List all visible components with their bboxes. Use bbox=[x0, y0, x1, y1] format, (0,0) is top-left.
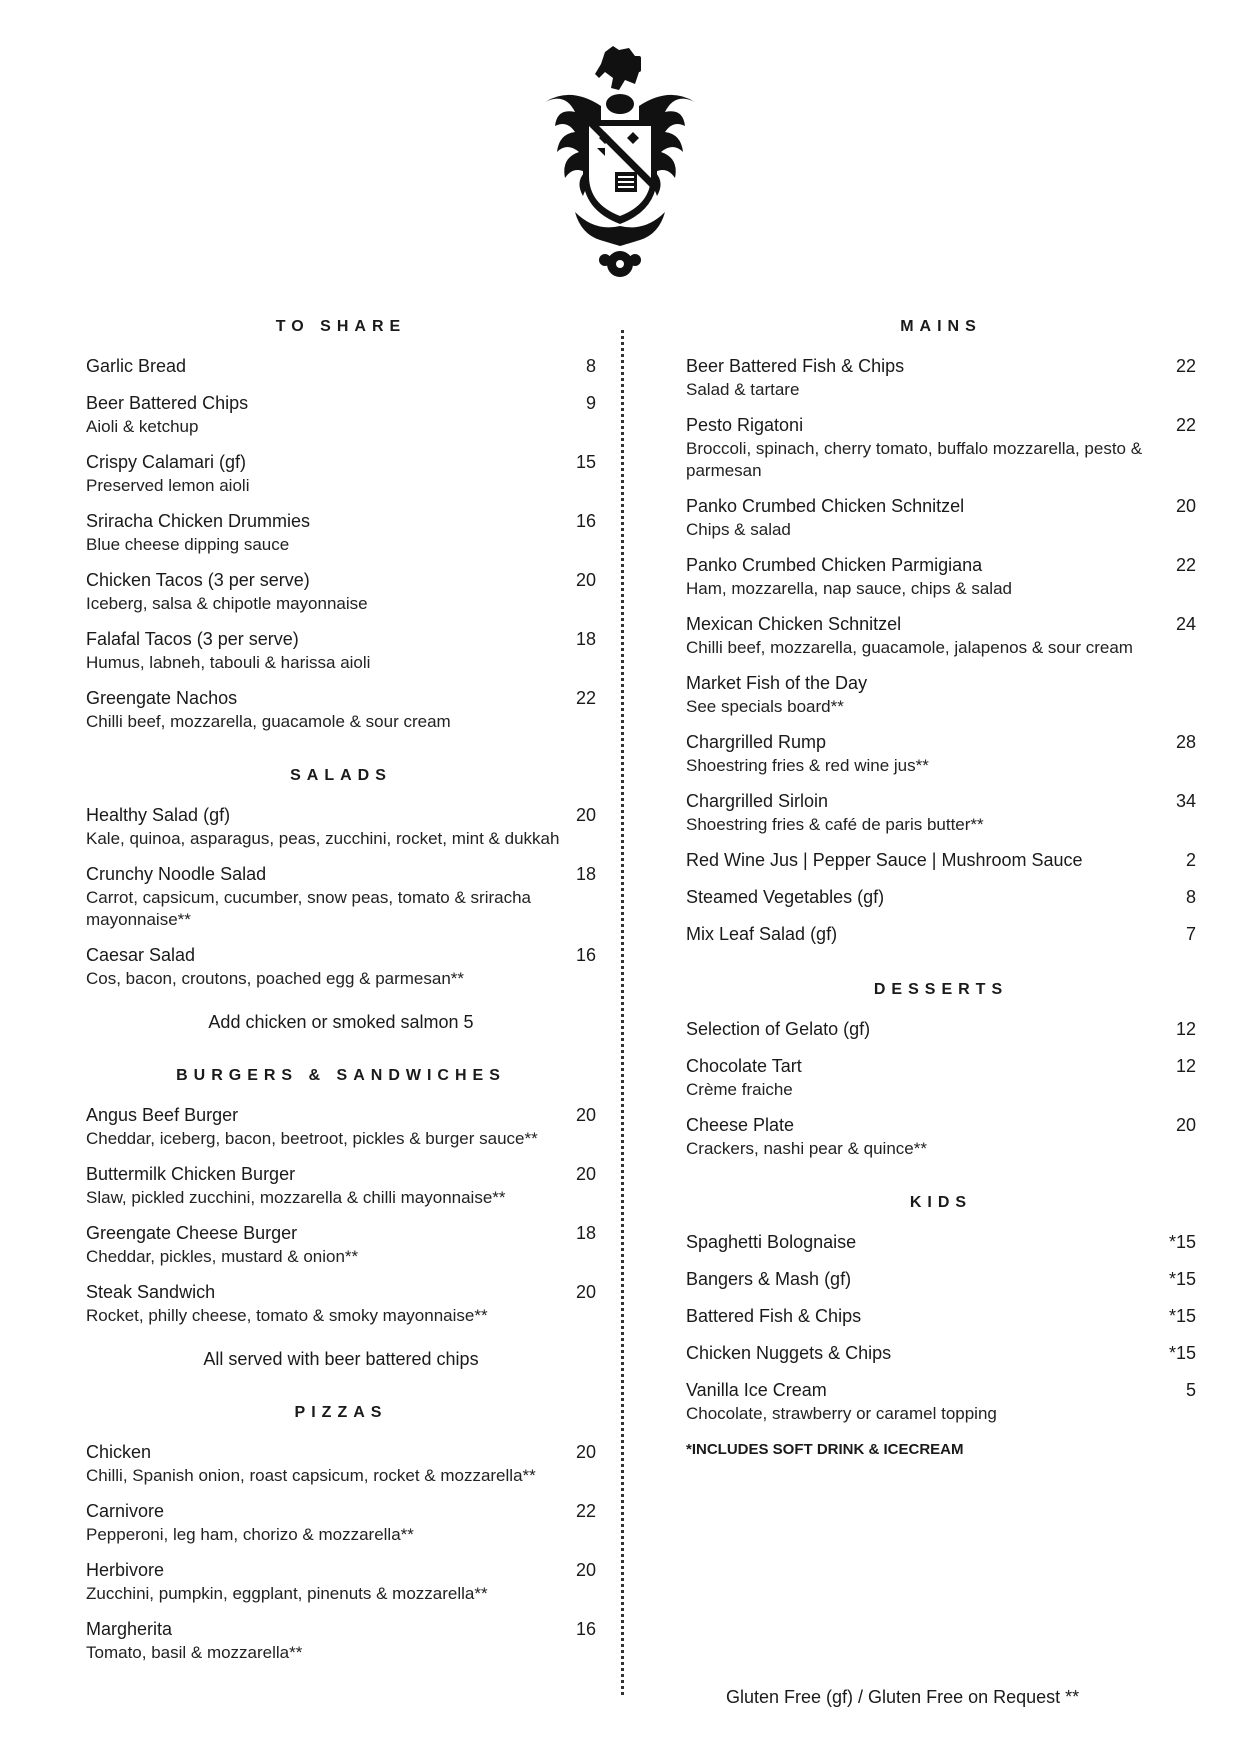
menu-item-name: Garlic Bread bbox=[86, 356, 187, 376]
menu-item-description: See specials board** bbox=[686, 697, 844, 716]
menu-item bbox=[686, 789, 1196, 836]
menu-item-row bbox=[686, 789, 1196, 814]
menu-item-price: *15 bbox=[1168, 1232, 1196, 1252]
menu-item-name: Cheese Plate bbox=[686, 1115, 795, 1135]
section-mains bbox=[686, 318, 1196, 947]
menu-item-row bbox=[686, 1378, 1196, 1403]
menu-item bbox=[686, 354, 1196, 401]
menu-item-row bbox=[86, 1103, 596, 1128]
menu-item-list bbox=[86, 803, 596, 990]
menu-item-price: 7 bbox=[1185, 924, 1196, 944]
menu-item bbox=[86, 354, 596, 379]
menu-item-name: Chargrilled Sirloin bbox=[686, 791, 829, 811]
menu-item-name: Mix Leaf Salad (gf) bbox=[686, 924, 838, 944]
menu-item-description: Iceberg, salsa & chipotle mayonnaise bbox=[86, 594, 368, 613]
menu-item-row bbox=[686, 885, 1196, 910]
menu-item bbox=[686, 612, 1196, 659]
menu-item-price: 24 bbox=[1175, 614, 1196, 634]
menu-item-name: Herbivore bbox=[86, 1560, 165, 1580]
column-divider bbox=[621, 330, 624, 1695]
menu-item-price: 8 bbox=[1185, 887, 1196, 907]
menu-item-name: Chicken bbox=[86, 1442, 152, 1462]
menu-item-price: 34 bbox=[1175, 791, 1196, 811]
menu-item bbox=[86, 391, 596, 438]
menu-item-price: 20 bbox=[575, 570, 596, 590]
menu-item bbox=[686, 1054, 1196, 1101]
menu-item-description: Preserved lemon aioli bbox=[86, 476, 250, 495]
menu-item-name: Selection of Gelato (gf) bbox=[686, 1019, 871, 1039]
menu-item bbox=[86, 943, 596, 990]
menu-item-name: Chocolate Tart bbox=[686, 1056, 802, 1076]
section-kids bbox=[686, 1194, 1196, 1458]
menu-item-description: Shoestring fries & red wine jus** bbox=[686, 756, 929, 775]
menu-item bbox=[686, 494, 1196, 541]
menu-item-row bbox=[86, 862, 596, 887]
menu-item-name: Buttermilk Chicken Burger bbox=[86, 1164, 296, 1184]
menu-item-row bbox=[686, 848, 1196, 873]
section-desserts bbox=[686, 981, 1196, 1160]
menu-item-row bbox=[86, 803, 596, 828]
menu-item-row bbox=[86, 1499, 596, 1524]
section-heading: DESSERTS bbox=[873, 981, 1009, 998]
menu-item bbox=[686, 730, 1196, 777]
menu-item-price: 12 bbox=[1175, 1056, 1196, 1076]
menu-item bbox=[686, 1304, 1196, 1329]
menu-item-description: Aioli & ketchup bbox=[86, 417, 199, 436]
menu-item bbox=[86, 1103, 596, 1150]
crest-icon bbox=[535, 42, 705, 292]
menu-item-name: Bangers & Mash (gf) bbox=[686, 1269, 852, 1289]
menu-item bbox=[686, 1113, 1196, 1160]
menu-item-name: Greengate Nachos bbox=[86, 688, 238, 708]
menu-item-description: Ham, mozzarella, nap sauce, chips & salad bbox=[686, 579, 1012, 598]
menu-item-name: Sriracha Chicken Drummies bbox=[86, 511, 311, 531]
menu-item-description: Carrot, capsicum, cucumber, snow peas, tomato & sriracha mayonnaise** bbox=[86, 888, 532, 929]
menu-item-description: Chilli, Spanish onion, roast capsicum, rocket & mozzarella** bbox=[86, 1466, 536, 1485]
menu-item-price: *15 bbox=[1168, 1269, 1196, 1289]
menu-item-name: Market Fish of the Day bbox=[686, 673, 868, 693]
menu-item-name: Panko Crumbed Chicken Schnitzel bbox=[686, 496, 965, 516]
menu-item-price: 18 bbox=[575, 629, 596, 649]
menu-item-description: Humus, labneh, tabouli & harissa aioli bbox=[86, 653, 371, 672]
section-heading: SALADS bbox=[290, 767, 392, 784]
menu-item-description: Chilli beef, mozzarella, guacamole & sour cream bbox=[86, 712, 451, 731]
menu-item-name: Pesto Rigatoni bbox=[686, 415, 804, 435]
menu-item-row bbox=[686, 413, 1196, 438]
menu-item-price: 22 bbox=[575, 1501, 596, 1521]
menu-item-row bbox=[686, 671, 1196, 696]
menu-item-price: 20 bbox=[575, 1164, 596, 1184]
menu-item bbox=[686, 671, 1196, 718]
section-salads bbox=[86, 767, 596, 1033]
menu-item-row bbox=[686, 1341, 1196, 1366]
menu-item-list bbox=[86, 1103, 596, 1327]
menu-item-row bbox=[86, 943, 596, 968]
menu-item bbox=[686, 553, 1196, 600]
menu-item bbox=[86, 1558, 596, 1605]
menu-item-price: 8 bbox=[585, 356, 596, 376]
menu-item-row bbox=[686, 730, 1196, 755]
menu-item-price: 20 bbox=[575, 1442, 596, 1462]
menu-item-name: Angus Beef Burger bbox=[86, 1105, 239, 1125]
menu-item-price: *15 bbox=[1168, 1306, 1196, 1326]
menu-item-row bbox=[686, 922, 1196, 947]
menu-item-description: Blue cheese dipping sauce bbox=[86, 535, 290, 554]
menu-item-row bbox=[86, 354, 596, 379]
menu-item-price: *15 bbox=[1168, 1343, 1196, 1363]
menu-item-description: Chips & salad bbox=[686, 520, 791, 539]
menu-item-name: Greengate Cheese Burger bbox=[86, 1223, 298, 1243]
menu-item-row bbox=[686, 1230, 1196, 1255]
section-to-share bbox=[86, 318, 596, 733]
menu-item-price: 20 bbox=[575, 1560, 596, 1580]
menu-item-row bbox=[86, 1440, 596, 1465]
menu-item bbox=[86, 862, 596, 931]
menu-item-description: Rocket, philly cheese, tomato & smoky mayonnaise** bbox=[86, 1306, 488, 1325]
kids-note: *INCLUDES SOFT DRINK & ICECREAM bbox=[686, 1441, 964, 1458]
menu-item-name: Spaghetti Bolognaise bbox=[686, 1232, 857, 1252]
menu-item bbox=[686, 1017, 1196, 1042]
menu-item bbox=[686, 885, 1196, 910]
menu-item-name: Chicken Nuggets & Chips bbox=[686, 1343, 892, 1363]
menu-item bbox=[686, 1267, 1196, 1292]
right-column bbox=[686, 318, 1196, 1492]
menu-item-name: Carnivore bbox=[86, 1501, 165, 1521]
menu-item-row bbox=[86, 1280, 596, 1305]
menu-item-description: Chilli beef, mozzarella, guacamole, jalapenos & sour cream bbox=[686, 638, 1133, 657]
menu-item-name: Chicken Tacos (3 per serve) bbox=[86, 570, 310, 590]
menu-item-price: 18 bbox=[575, 1223, 596, 1243]
menu-item bbox=[86, 803, 596, 850]
menu-item-description: Cheddar, iceberg, bacon, beetroot, pickles & burger sauce** bbox=[86, 1129, 538, 1148]
burgers-note: All served with beer battered chips bbox=[203, 1349, 479, 1369]
menu-item-price: 16 bbox=[575, 511, 596, 531]
section-heading: PIZZAS bbox=[294, 1404, 388, 1421]
menu-item-name: Caesar Salad bbox=[86, 945, 196, 965]
menu-item-description: Zucchini, pumpkin, eggplant, pinenuts & mozzarella** bbox=[86, 1584, 488, 1603]
menu-item-list bbox=[686, 1017, 1196, 1160]
menu-item-price: 20 bbox=[575, 1282, 596, 1302]
menu-item-description: Broccoli, spinach, cherry tomato, buffalo mozzarella, pesto & parmesan bbox=[686, 439, 1143, 480]
menu-item bbox=[86, 568, 596, 615]
menu-item bbox=[86, 627, 596, 674]
menu-item-row bbox=[686, 1017, 1196, 1042]
menu-item-description: Slaw, pickled zucchini, mozzarella & chilli mayonnaise** bbox=[86, 1188, 506, 1207]
menu-item-price: 22 bbox=[1175, 356, 1196, 376]
menu-item-description: Chocolate, strawberry or caramel topping bbox=[686, 1404, 997, 1423]
menu-item-description: Shoestring fries & café de paris butter** bbox=[686, 815, 984, 834]
menu-item-list bbox=[86, 354, 596, 733]
section-pizzas bbox=[86, 1404, 596, 1664]
menu-item bbox=[86, 1162, 596, 1209]
menu-item-list bbox=[86, 1440, 596, 1664]
menu-item-name: Crunchy Noodle Salad bbox=[86, 864, 267, 884]
menu-item-price: 15 bbox=[575, 452, 596, 472]
menu-item bbox=[86, 1499, 596, 1546]
menu-item-description: Salad & tartare bbox=[686, 380, 800, 399]
menu-item bbox=[86, 1440, 596, 1487]
section-burgers-sandwiches bbox=[86, 1067, 596, 1370]
menu-item-price: 12 bbox=[1175, 1019, 1196, 1039]
menu-item-price: 9 bbox=[585, 393, 596, 413]
menu-item bbox=[686, 413, 1196, 482]
menu-item-price: 22 bbox=[1175, 415, 1196, 435]
menu-item-name: Crispy Calamari (gf) bbox=[86, 452, 247, 472]
section-heading: BURGERS & SANDWICHES bbox=[176, 1067, 506, 1084]
menu-item bbox=[686, 1341, 1196, 1366]
menu-item-price: 2 bbox=[1185, 850, 1196, 870]
menu-item bbox=[686, 1378, 1196, 1425]
menu-item-name: Falafal Tacos (3 per serve) bbox=[86, 629, 299, 649]
menu-item-description: Cos, bacon, croutons, poached egg & parmesan** bbox=[86, 969, 465, 988]
menu-item bbox=[86, 1280, 596, 1327]
menu-item-row bbox=[686, 1113, 1196, 1138]
menu-item-row bbox=[686, 494, 1196, 519]
menu-item-price: 20 bbox=[575, 1105, 596, 1125]
menu-item-row bbox=[86, 627, 596, 652]
menu-item-row bbox=[86, 509, 596, 534]
menu-item-row bbox=[86, 686, 596, 711]
menu-item-price: 5 bbox=[1185, 1380, 1196, 1400]
section-heading: MAINS bbox=[900, 318, 982, 335]
salads-note: Add chicken or smoked salmon 5 bbox=[208, 1012, 474, 1032]
menu-item-price: 22 bbox=[1175, 555, 1196, 575]
left-column bbox=[86, 318, 596, 1698]
menu-item-list bbox=[686, 354, 1196, 947]
menu-item-row bbox=[86, 450, 596, 475]
menu-item-name: Beer Battered Fish & Chips bbox=[686, 356, 905, 376]
section-heading: KIDS bbox=[909, 1194, 973, 1211]
menu-item-row bbox=[86, 568, 596, 593]
menu-item-price: 16 bbox=[575, 945, 596, 965]
menu-item bbox=[686, 922, 1196, 947]
menu-item-description: Crackers, nashi pear & quince** bbox=[686, 1139, 927, 1158]
menu-item bbox=[86, 1617, 596, 1664]
menu-item-name: Beer Battered Chips bbox=[86, 393, 249, 413]
gluten-free-legend: Gluten Free (gf) / Gluten Free on Request ** bbox=[726, 1687, 1080, 1707]
menu-item-price: 28 bbox=[1175, 732, 1196, 752]
menu-item-price: 22 bbox=[575, 688, 596, 708]
menu-item-name: Battered Fish & Chips bbox=[686, 1306, 862, 1326]
menu-item-description: Cheddar, pickles, mustard & onion** bbox=[86, 1247, 359, 1266]
menu-item-row bbox=[86, 1617, 596, 1642]
menu-item-name: Chargrilled Rump bbox=[686, 732, 827, 752]
menu-item-name: Healthy Salad (gf) bbox=[86, 805, 231, 825]
menu-item-name: Red Wine Jus | Pepper Sauce | Mushroom Sauce bbox=[686, 850, 1083, 870]
menu-item-name: Vanilla Ice Cream bbox=[686, 1380, 827, 1400]
menu-item-row bbox=[686, 1304, 1196, 1329]
menu-item bbox=[686, 848, 1196, 873]
menu-item-row bbox=[686, 1267, 1196, 1292]
menu-item-price: 20 bbox=[1175, 1115, 1196, 1135]
menu-item-description: Crème fraiche bbox=[686, 1080, 793, 1099]
menu-item bbox=[86, 450, 596, 497]
menu-item-price: 20 bbox=[575, 805, 596, 825]
menu-item-name: Margherita bbox=[86, 1619, 173, 1639]
menu-item-row bbox=[686, 1054, 1196, 1079]
menu-item bbox=[686, 1230, 1196, 1255]
menu-item-row bbox=[686, 553, 1196, 578]
menu-item bbox=[86, 509, 596, 556]
menu-item-description: Tomato, basil & mozzarella** bbox=[86, 1643, 303, 1662]
menu-item-description: Pepperoni, leg ham, chorizo & mozzarella** bbox=[86, 1525, 414, 1544]
menu-item-row bbox=[86, 1162, 596, 1187]
menu-item-row bbox=[686, 354, 1196, 379]
menu-item bbox=[86, 1221, 596, 1268]
menu-item-description: Kale, quinoa, asparagus, peas, zucchini, rocket, mint & dukkah bbox=[86, 829, 560, 848]
menu-item-name: Steak Sandwich bbox=[86, 1282, 216, 1302]
menu-item-price: 16 bbox=[575, 1619, 596, 1639]
menu-item-row bbox=[686, 612, 1196, 637]
menu-item-row bbox=[86, 1221, 596, 1246]
menu-item bbox=[86, 686, 596, 733]
menu-item-row bbox=[86, 1558, 596, 1583]
menu-item-price: 20 bbox=[1175, 496, 1196, 516]
menu-item-price: 18 bbox=[575, 864, 596, 884]
menu-item-list bbox=[686, 1230, 1196, 1425]
menu-item-name: Steamed Vegetables (gf) bbox=[686, 887, 885, 907]
menu-item-row bbox=[86, 391, 596, 416]
menu-item-name: Mexican Chicken Schnitzel bbox=[686, 614, 902, 634]
section-heading: TO SHARE bbox=[275, 318, 407, 335]
menu-item-name: Panko Crumbed Chicken Parmigiana bbox=[686, 555, 983, 575]
